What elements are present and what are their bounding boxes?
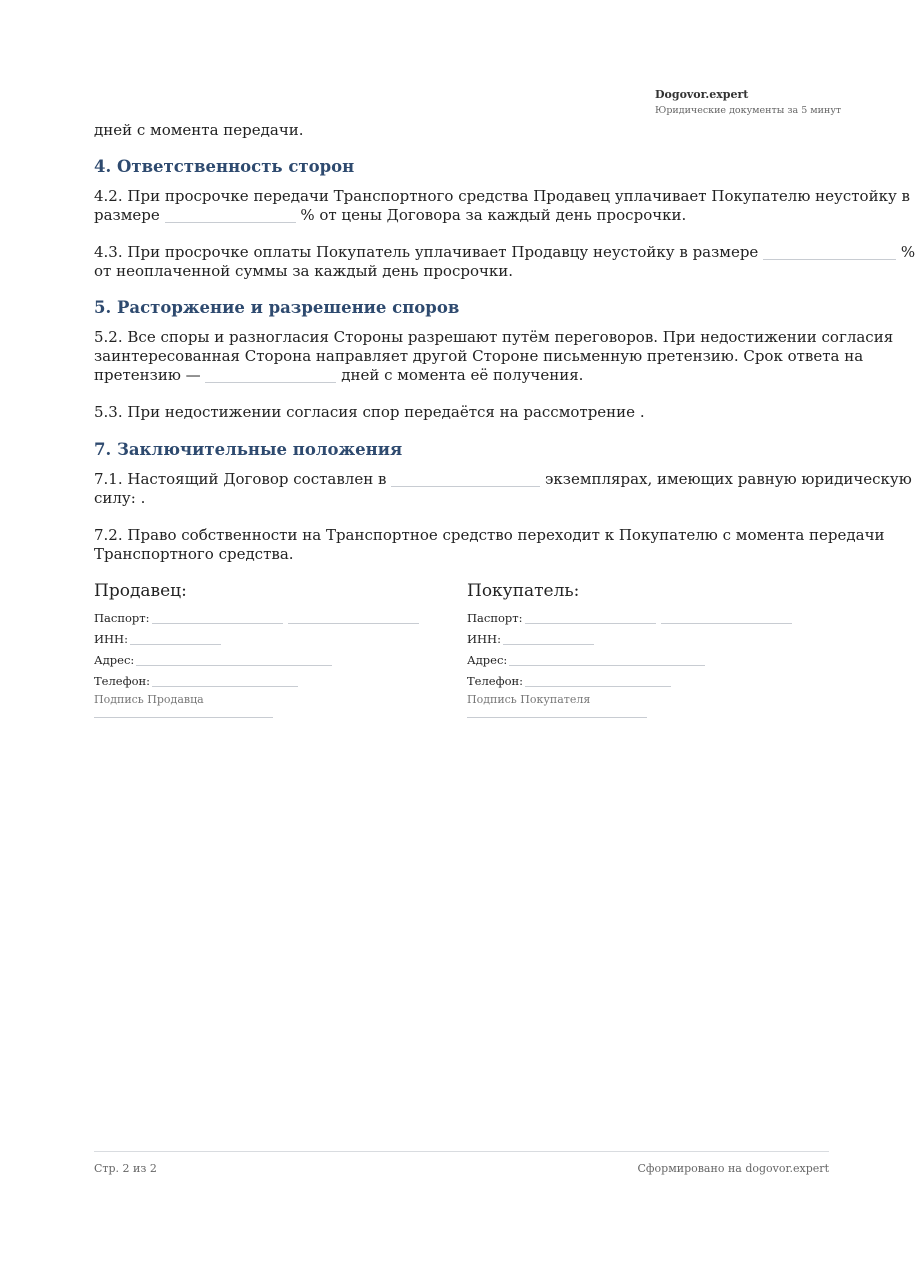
seller-inn-label: ИНН: bbox=[94, 632, 128, 646]
clause-4-2-line-2 bbox=[94, 206, 686, 225]
penalty-rate-blank[interactable] bbox=[165, 208, 296, 223]
section-4-title: 4. Ответственность сторон bbox=[94, 157, 355, 176]
clause-5-2-text-a: претензию — bbox=[94, 366, 201, 384]
seller-inn-row bbox=[94, 632, 221, 646]
clause-5-2-line-1: 5.2. Все споры и разногласия Стороны разрешают путём переговоров. При недостижении согласия bbox=[94, 328, 894, 346]
buyer-signature-label: Подпись Покупателя bbox=[467, 693, 591, 706]
copies-count-blank[interactable] bbox=[391, 472, 540, 487]
generated-note: Сформировано на dogovor.expert bbox=[637, 1162, 829, 1175]
seller-address-label: Адрес: bbox=[94, 653, 135, 667]
clause-5-2-line-2: заинтересованная Сторона направляет другой Стороне письменную претензию. Срок ответа на bbox=[94, 347, 864, 365]
seller-signature-label: Подпись Продавца bbox=[94, 693, 204, 706]
clause-7-1-line-2: силу: . bbox=[94, 489, 146, 507]
clause-7-2-line-2: Транспортного средства. bbox=[94, 545, 294, 563]
clause-5-2-text-b: дней с момента её получения. bbox=[341, 366, 584, 384]
buyer-address-field[interactable] bbox=[509, 654, 705, 666]
clause-7-1-text-a: 7.1. Настоящий Договор составлен в bbox=[94, 470, 387, 488]
buyer-phone-label: Телефон: bbox=[467, 674, 524, 688]
clause-4-3-text-b: % bbox=[900, 243, 915, 261]
page-number: Стр. 2 из 2 bbox=[94, 1162, 157, 1175]
seller-phone-label: Телефон: bbox=[94, 674, 151, 688]
buyer-phone-field[interactable] bbox=[525, 675, 671, 687]
seller-passport-label: Паспорт: bbox=[94, 611, 150, 625]
brand-block bbox=[655, 88, 855, 118]
seller-passport-series-field[interactable] bbox=[152, 612, 283, 624]
buyer-title: Покупатель: bbox=[467, 581, 580, 601]
brand-name: Dogovor.expert bbox=[655, 88, 749, 101]
seller-signature-line[interactable] bbox=[94, 717, 273, 718]
seller-phone-row bbox=[94, 674, 298, 688]
buyer-passport-row bbox=[467, 611, 792, 625]
buyer-inn-row bbox=[467, 632, 594, 646]
clause-4-2-line-1: 4.2. При просрочке передачи Транспортного средства Продавец уплачивает Покупателю неустойку в bbox=[94, 187, 910, 205]
clause-4-3-line-1 bbox=[94, 243, 915, 262]
section-7-title: 7. Заключительные положения bbox=[94, 440, 403, 459]
buyer-signature-line[interactable] bbox=[467, 717, 647, 718]
section-5-title: 5. Расторжение и разрешение споров bbox=[94, 298, 460, 317]
clause-4-3-line-2: от неоплаченной суммы за каждый день просрочки. bbox=[94, 262, 514, 280]
clause-7-1-line-1 bbox=[94, 470, 912, 489]
intro-line: дней с момента передачи. bbox=[94, 121, 304, 139]
clause-5-2-line-3 bbox=[94, 366, 583, 385]
clause-4-3-text-a: 4.3. При просрочке оплаты Покупатель уплачивает Продавцу неустойку в размере bbox=[94, 243, 759, 261]
buyer-address-row bbox=[467, 653, 705, 667]
seller-address-field[interactable] bbox=[136, 654, 332, 666]
response-days-blank[interactable] bbox=[205, 368, 336, 383]
buyer-phone-row bbox=[467, 674, 671, 688]
buyer-passport-series-field[interactable] bbox=[525, 612, 656, 624]
buyer-inn-label: ИНН: bbox=[467, 632, 501, 646]
brand-tagline: Юридические документы за 5 минут bbox=[655, 105, 842, 116]
seller-title: Продавец: bbox=[94, 581, 187, 601]
clause-5-3: 5.3. При недостижении согласия спор передаётся на рассмотрение . bbox=[94, 403, 645, 421]
footer-divider bbox=[94, 1151, 829, 1152]
seller-passport-row bbox=[94, 611, 419, 625]
clause-4-2-text-b: % от цены Договора за каждый день просрочки. bbox=[300, 206, 687, 224]
seller-inn-field[interactable] bbox=[130, 633, 221, 645]
buyer-passport-number-field[interactable] bbox=[661, 612, 792, 624]
clause-7-1-text-b: экземплярах, имеющих равную юридическую bbox=[544, 470, 912, 488]
clause-7-2-line-1: 7.2. Право собственности на Транспортное средство переходит к Покупателю с момента передачи bbox=[94, 526, 885, 544]
seller-passport-number-field[interactable] bbox=[288, 612, 419, 624]
seller-address-row bbox=[94, 653, 332, 667]
seller-phone-field[interactable] bbox=[152, 675, 298, 687]
buyer-inn-field[interactable] bbox=[503, 633, 594, 645]
buyer-address-label: Адрес: bbox=[467, 653, 508, 667]
buyer-passport-label: Паспорт: bbox=[467, 611, 523, 625]
clause-4-2-text-a: размере bbox=[94, 206, 160, 224]
late-payment-rate-blank[interactable] bbox=[763, 245, 896, 260]
